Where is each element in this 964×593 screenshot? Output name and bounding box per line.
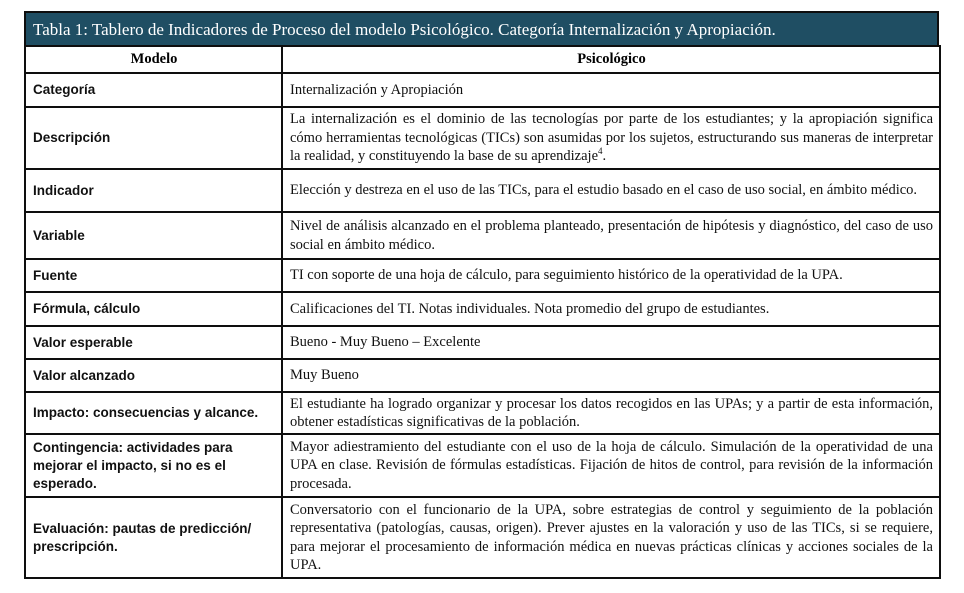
header-model: Modelo — [25, 46, 282, 73]
row-label: Categoría — [25, 73, 282, 107]
row-value: Internalización y Apropiación — [282, 73, 940, 107]
header-row — [25, 46, 940, 73]
table-row — [25, 169, 940, 212]
row-label: Descripción — [25, 107, 282, 169]
row-value — [282, 107, 940, 169]
row-label: Fórmula, cálculo — [25, 292, 282, 326]
row-value: TI con soporte de una hoja de cálculo, para seguimiento histórico de la operatividad de la UPA. — [282, 259, 940, 292]
table-row — [25, 434, 940, 497]
header-psychological: Psicológico — [282, 46, 940, 73]
row-value: Conversatorio con el funcionario de la UPA, sobre estrategias de control y seguimiento de la población representativa (patologías, causas, origen). Prever ajustes en la valoración y uso de las TICs, si se requiere, para mejorar el procesamiento de información médica en nuevas prácticas clínicas y acciones sociales de la UPA. — [282, 497, 940, 578]
table-row — [25, 212, 940, 259]
row-label: Valor esperable — [25, 326, 282, 359]
row-value: El estudiante ha logrado organizar y procesar los datos recogidos en las UPAs; y a partir de esta información, obtener estadísticas significativas de la población. — [282, 392, 940, 434]
row-value: Bueno - Muy Bueno – Excelente — [282, 326, 940, 359]
table-caption: Tabla 1: Tablero de Indicadores de Proceso del modelo Psicológico. Categoría Internalización y Apropiación. — [24, 11, 939, 45]
row-label: Evaluación: pautas de predicción/ prescripción. — [25, 497, 282, 578]
row-label: Fuente — [25, 259, 282, 292]
row-value: Nivel de análisis alcanzado en el problema planteado, presentación de hipótesis y diagnóstico, del caso de uso social en ámbito médico. — [282, 212, 940, 259]
table-row — [25, 326, 940, 359]
row-value: Muy Bueno — [282, 359, 940, 392]
table-row — [25, 392, 940, 434]
table-row — [25, 107, 940, 169]
description-tail: . — [602, 148, 607, 165]
row-value: Elección y destreza en el uso de las TICs, para el estudio basado en el caso de uso social, en ámbito médico. — [282, 169, 940, 212]
table-row — [25, 497, 940, 578]
row-value: Mayor adiestramiento del estudiante con el uso de la hoja de cálculo. Simulación de la operatividad de una UPA en clase. Revisión de fórmulas estadísticas. Fijación de hitos de control, para revisión de la información procesada. — [282, 434, 940, 497]
table-row — [25, 292, 940, 326]
row-value: Calificaciones del TI. Notas individuales. Nota promedio del grupo de estudiantes. — [282, 292, 940, 326]
row-label: Variable — [25, 212, 282, 259]
row-label: Indicador — [25, 169, 282, 212]
table-row — [25, 259, 940, 292]
row-label: Impacto: consecuencias y alcance. — [25, 392, 282, 434]
indicator-table-container — [24, 11, 939, 579]
description-text: La internalización es el dominio de las tecnologías por parte de los estudiantes; y la apropiación significa cómo herramientas tecnológicas (TICs) son asumidas por los sujetos, estructurando sus maneras de interpretar la realidad, y constituyendo la base de su aprendizaje — [290, 111, 933, 165]
footnote-ref: 4 — [598, 146, 603, 157]
table-row — [25, 73, 940, 107]
row-label: Valor alcanzado — [25, 359, 282, 392]
indicator-table — [24, 45, 941, 579]
row-label: Contingencia: actividades para mejorar el impacto, si no es el esperado. — [25, 434, 282, 497]
table-row — [25, 359, 940, 392]
